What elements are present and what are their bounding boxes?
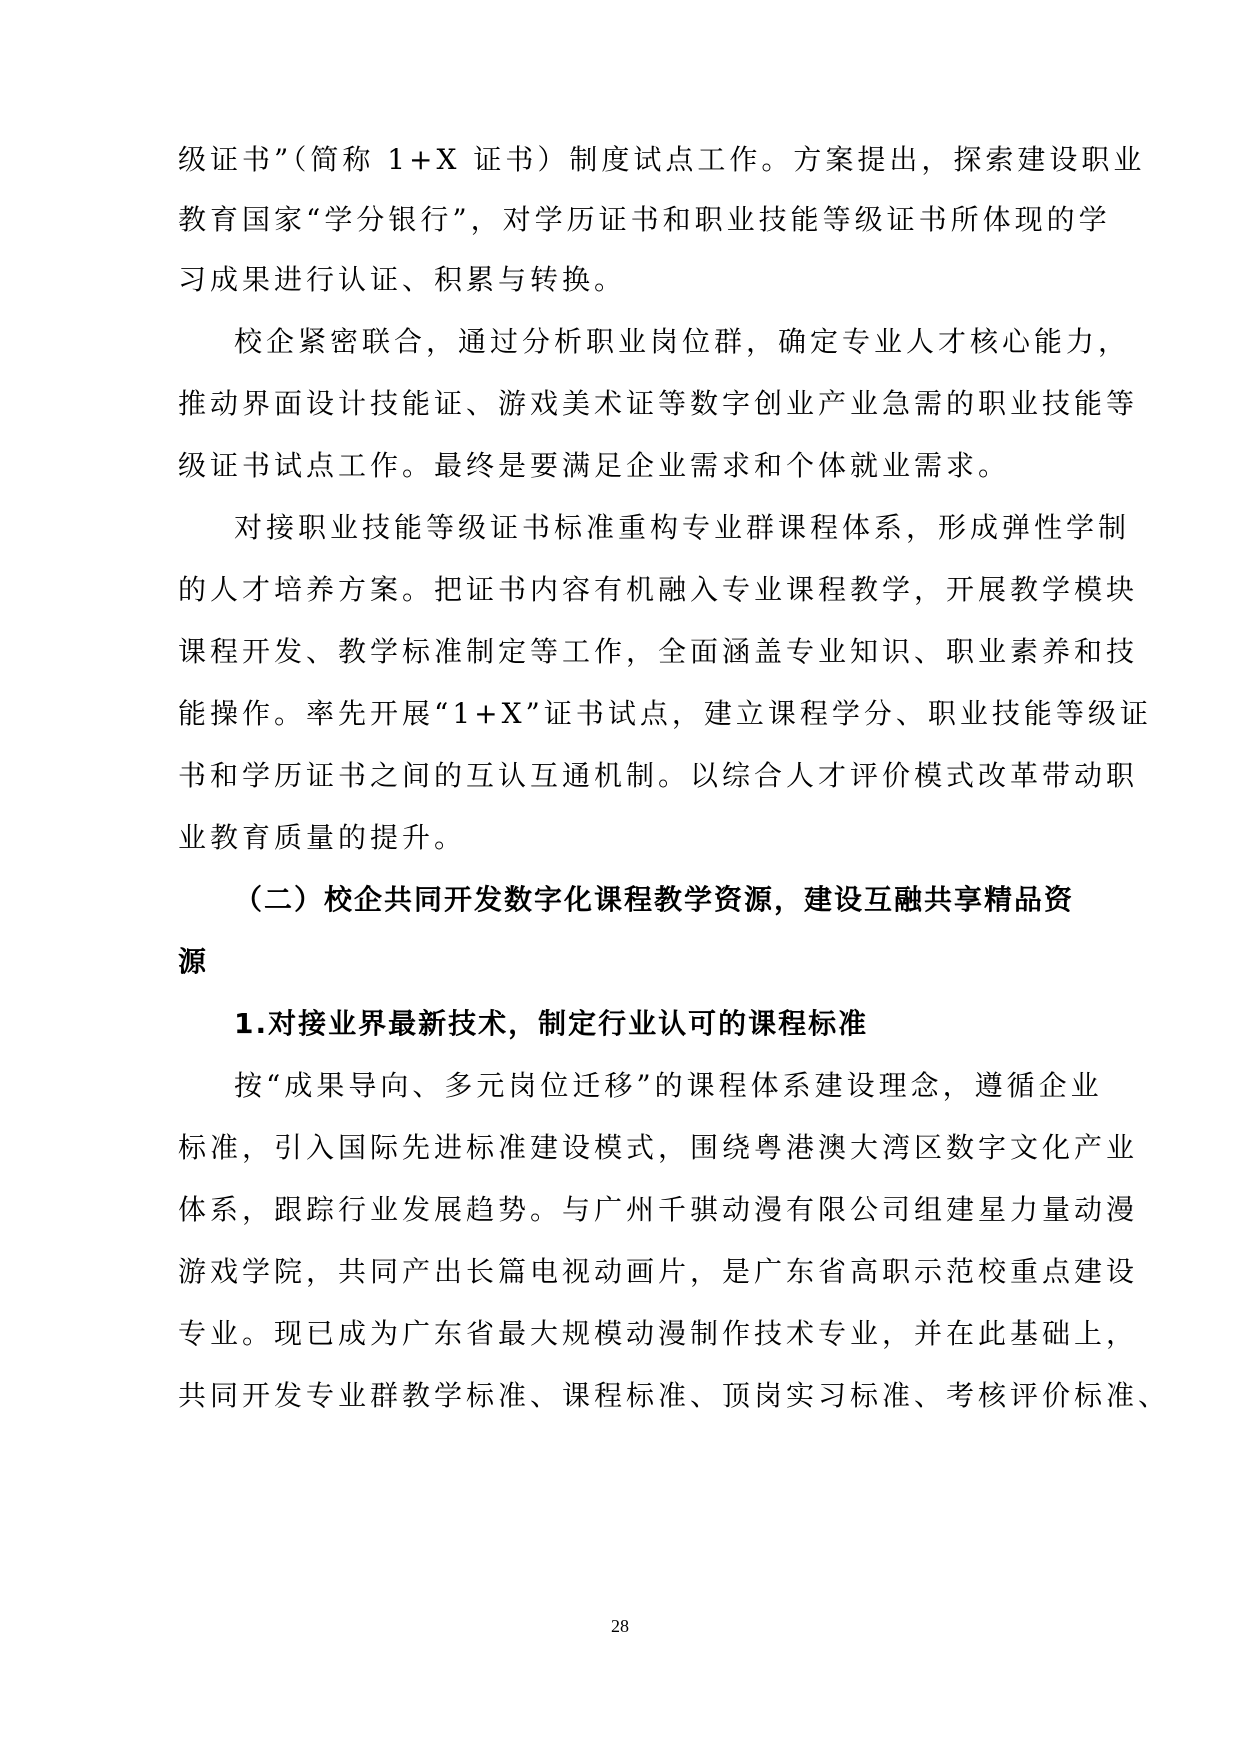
paragraph-3-line-4: 能操作。率先开展“1+X”证书试点，建立课程学分、职业技能等级证 <box>178 697 1152 730</box>
page-number: 28 <box>611 1616 629 1636</box>
paragraph-1-line-2: 教育国家“学分银行”，对学历证书和职业技能等级证书所体现的学 <box>178 203 1111 236</box>
paragraph-1-line-3: 习成果进行认证、积累与转换。 <box>178 263 627 296</box>
paragraph-4-line-3: 体系，跟踪行业发展趋势。与广州千骐动漫有限公司组建星力量动漫 <box>178 1193 1139 1226</box>
paragraph-2-line-1: 校企紧密联合，通过分析职业岗位群，确定专业人才核心能力， <box>234 325 1131 358</box>
paragraph-4-line-4: 游戏学院，共同产出长篇电视动画片，是广东省高职示范校重点建设 <box>178 1255 1139 1288</box>
subheading: 1.对接业界最新技术，制定行业认可的课程标准 <box>234 1007 869 1040</box>
paragraph-4-line-2: 标准，引入国际先进标准建设模式，围绕粤港澳大湾区数字文化产业 <box>178 1131 1139 1164</box>
paragraph-4-line-6: 共同开发专业群教学标准、课程标准、顶岗实习标准、考核评价标准、 <box>178 1379 1171 1412</box>
paragraph-2-line-3: 级证书试点工作。最终是要满足企业需求和个体就业需求。 <box>178 449 1011 482</box>
paragraph-3-line-1: 对接职业技能等级证书标准重构专业群课程体系，形成弹性学制 <box>234 511 1131 544</box>
paragraph-3-line-2: 的人才培养方案。把证书内容有机融入专业课程教学，开展教学模块 <box>178 573 1139 606</box>
section-heading-line-2: 源 <box>178 945 209 978</box>
paragraph-3-line-3: 课程开发、教学标准制定等工作，全面涵盖专业知识、职业素养和技 <box>178 635 1139 668</box>
paragraph-3-line-6: 业教育质量的提升。 <box>178 821 467 854</box>
section-heading-line-1: （二）校企共同开发数字化课程教学资源，建设互融共享精品资 <box>234 883 1075 916</box>
paragraph-3-line-5: 书和学历证书之间的互认互通机制。以综合人才评价模式改革带动职 <box>178 759 1139 792</box>
paragraph-2-line-2: 推动界面设计技能证、游戏美术证等数字创业产业急需的职业技能等 <box>178 387 1139 420</box>
paragraph-4-line-5: 专业。现已成为广东省最大规模动漫制作技术专业，并在此基础上， <box>178 1317 1139 1350</box>
paragraph-4-line-1: 按“成果导向、多元岗位迁移”的课程体系建设理念，遵循企业 <box>234 1069 1103 1102</box>
paragraph-1-line-1: 级证书”（简称 1+X 证书）制度试点工作。方案提出，探索建设职业 <box>178 143 1146 176</box>
